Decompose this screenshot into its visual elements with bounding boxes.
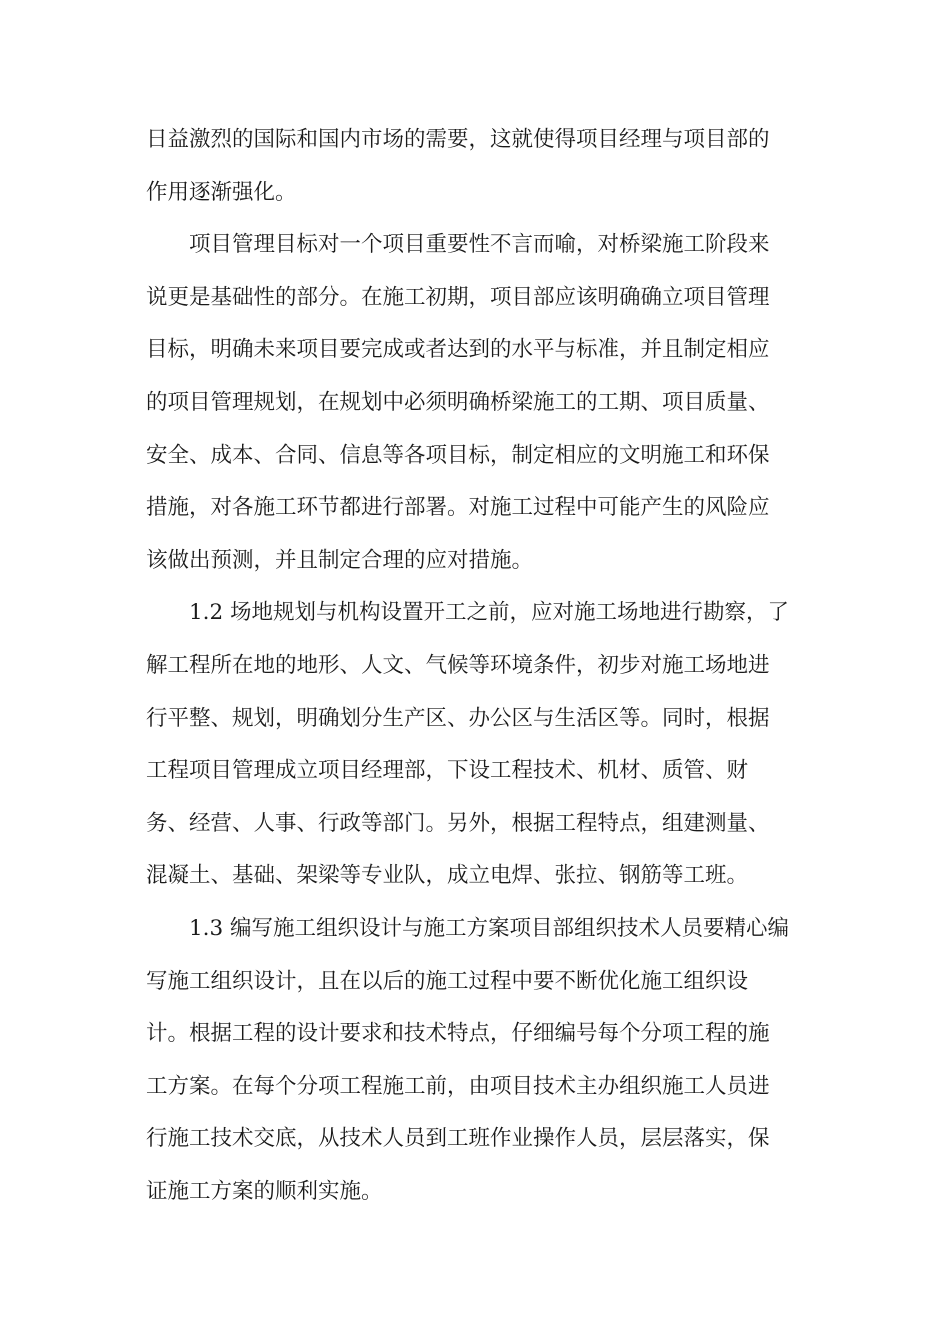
- text-line: 的项目管理规划，在规划中必须明确桥梁施工的工期、项目质量、: [146, 389, 770, 415]
- text-line: 行平整、规划，明确划分生产区、办公区与生活区等。同时，根据: [146, 705, 770, 731]
- text-line: 务、经营、人事、行政等部门。另外，根据工程特点，组建测量、: [146, 810, 770, 836]
- text-line: 写施工组织设计，且在以后的施工过程中要不断优化施工组织设: [146, 968, 749, 994]
- text-line: 日益激烈的国际和国内市场的需要，这就使得项目经理与项目部的: [146, 127, 770, 152]
- document-body: [146, 114, 806, 1218]
- text-line: 行施工技术交底，从技术人员到工班作业操作人员，层层落实，保: [146, 1126, 770, 1152]
- text-line: 安全、成本、合同、信息等各项目标，制定相应的文明施工和环保: [146, 442, 770, 468]
- text-line: 证施工方案的顺利实施。: [146, 1178, 383, 1204]
- text-line: 1.2 场地规划与机构设置开工之前，应对施工场地进行勘察，了: [189, 600, 790, 626]
- text-line: 解工程所在地的地形、人文、气候等环境条件，初步对施工场地进: [146, 652, 770, 678]
- text-line: 该做出预测，并且制定合理的应对措施。: [146, 547, 534, 573]
- text-line: 项目管理目标对一个项目重要性不言而喻，对桥梁施工阶段来: [189, 232, 770, 258]
- text-line: 计。根据工程的设计要求和技术特点，仔细编号每个分项工程的施: [146, 1021, 770, 1047]
- text-line: 混凝土、基础、架梁等专业队，成立电焊、张拉、钢筋等工班。: [146, 863, 749, 889]
- text-line: 工程项目管理成立项目经理部，下设工程技术、机材、质管、财: [146, 758, 749, 784]
- text-line: 工方案。在每个分项工程施工前，由项目技术主办组织施工人员进: [146, 1073, 770, 1099]
- text-line: 目标，明确未来项目要完成或者达到的水平与标准，并且制定相应: [146, 337, 770, 363]
- text-line: 1.3 编写施工组织设计与施工方案项目部组织技术人员要精心编: [189, 915, 790, 941]
- text-line: 作用逐渐强化。: [146, 179, 297, 205]
- text-line: 说更是基础性的部分。在施工初期，项目部应该明确确立项目管理: [146, 284, 770, 310]
- text-line: 措施，对各施工环节都进行部署。对施工过程中可能产生的风险应: [146, 495, 770, 521]
